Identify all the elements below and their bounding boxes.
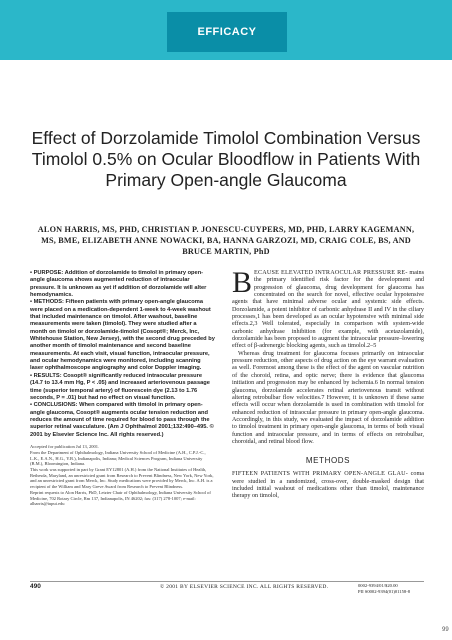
right-column bbox=[232, 266, 424, 501]
author-list: ALON HARRIS, MS, PHD, CHRISTIAN P. JONESCU-CUYPERS, MD, PHD, LARRY KAGEMANN, MS, BME, ELIZABETH ANNE NOWACKI, BA, HANNA GARZOZI, MD, CRAIG COLE, BS, AND BRUCE MARTIN, PhD bbox=[37, 225, 415, 256]
footnote-reprints: Reprint requests to Alon Harris, PhD, Letzter Chair of Ophthalmology, Indiana University School of Medicine, 702 Rotary Circle, Rm 137, Indianapolis, IN 46202; fax: (317) 278-1007; e-mail: alharris@iupui.edu bbox=[30, 490, 211, 507]
abstract-results: • RESULTS: Cosopt® significantly reduced intraocular pressure (14.7 to 13.4 mm Hg, P < .05) and increased arteriovenous passage time (superior temporal artery) of fluorescein dye (2.13 to 1.76 seconds, P = .01) but had no effect on visual function. bbox=[30, 372, 210, 401]
intro-paragraph: BECAUSE ELEVATED INTRAOCULAR PRESSURE RE- mains the primary identified risk factor for the development and progression of glaucoma, drug development for glaucoma has concentrated on the search for novel, effective ocular hypotensive agents that have minimal adverse ocular and systemic side effects. Dorzolamide, a potent inhibitor of carbonic anhydrase II and IV in the ciliary processes,1 has been developed as an ocular hypotensive with minimal side effects.2,3 Well tolerated, especially in comparison with system-wide carbonic anhydrase inhibition (for example, with acetazolamide), dorzolamide has been proposed to augment the intraocular pressure–lowering effect of β-adrenergic blocking agents, such as timolol.2–5 bbox=[232, 266, 424, 350]
corner-number: 99 bbox=[442, 627, 449, 633]
body-paragraph-2: Whereas drug treatment for glaucoma focuses primarily on intraocular pressure reduction, other aspects of drug action on the eye warrant evaluation as well. Foremost among these is the effect of the agent on vascular nutrition of the choroid, retina, and optic nerve; there is evidence that glaucoma initiation and progression may be enhanced by ischemia.6 In normal tension glaucoma, dorzolamide accelerates retinal arteriovenous transit without altering retrobulbar flow velocities.7 However, it is unknown if these same effects will occur when dorzolamide is used in combination with timolol for enhanced reduction of intraocular pressure in primary open-angle glaucoma. Accordingly, in this study, we evaluated the impact of dorzolamide addition to timolol treatment in primary open-angle glaucoma, in terms of both visual function and intraocular pressure, and in terms of effects on retrobulbar, choroidal, and retinal blood flow. bbox=[232, 350, 424, 445]
left-column bbox=[30, 270, 215, 507]
footnotes bbox=[30, 444, 215, 507]
section-label: EFFICACY bbox=[167, 12, 287, 52]
article-identifiers bbox=[358, 583, 410, 594]
footnote-funding: This work was supported in part by Grant EY12801 (A.H.) from the National Institutes of Health, Bethesda, Maryland, an unrestricted grant from Research to Prevent Blindness, New York, New York, and an unrestricted grant from Merck, Inc. Study medications were provided by Merck, Inc. A.H. is a recipient of the William and Mary Greve Award from Research to Prevent Blindness. bbox=[30, 467, 214, 490]
methods-heading: METHODS bbox=[305, 456, 351, 466]
pii: PII S0002-9394(01)01158-8 bbox=[358, 588, 411, 594]
issn: 0002-9394/01/$20.00 bbox=[358, 583, 398, 588]
drop-cap: B bbox=[232, 266, 253, 299]
footer-rule bbox=[30, 581, 424, 582]
page-number: 490 bbox=[30, 583, 41, 590]
footnote-affiliation: From the Department of Ophthalmology, Indiana University School of Medicine (A.H., C.P.J.-C., L.K., E.A.N., H.G., Y.B.), Indianapolis, Indiana; Medical Sciences Program, Indiana University (B.M.), Bloomington, Indiana. bbox=[30, 450, 206, 467]
methods-paragraph: FIFTEEN PATIENTS WITH PRIMARY OPEN-ANGLE GLAU- coma were studied in a randomized, cross-over, double-masked design that included initial washout of medications other than timolol, maintenance therapy on timolol, bbox=[232, 471, 424, 500]
abstract-methods: • METHODS: Fifteen patients with primary open-angle glaucoma were placed on a medication-dependent 1-week to 4-week washout that included maintenance on timolol. After washout, baseline measurements were taken (timolol). They were studied after a month on timolol or dorzolamide-timolol (Cosopt®; Merck, Inc, Whitehouse Station, New Jersey), with the second drug preceded by another month of timolol maintenance and second baseline measurements. At each visit, visual function, intraocular pressure, and ocular hemodynamics were monitored, including scanning laser ophthalmoscope angiography and color Doppler imaging. bbox=[30, 299, 215, 372]
footnote-accepted: Accepted for publication Jul 13, 2001. bbox=[30, 443, 100, 449]
abstract bbox=[30, 270, 215, 439]
abstract-purpose: • PURPOSE: Addition of dorzolamide to timolol in primary open-angle glaucoma shows augmented reduction of intraocular pressure. It is unknown as yet if addition of dorzolamide will alter hemodynamics. bbox=[30, 270, 207, 299]
abstract-conclusions: • CONCLUSIONS: When compared with timolol in primary open-angle glaucoma, Cosopt® augments ocular tension reduction and reduces the amount of time required for blood to pass through the superior retinal vasculature. (Am J Ophthalmol 2001;132:490–495. © 2001 by Elsevier Science Inc. All rights reserved.) bbox=[30, 402, 214, 438]
copyright-line: © 2001 BY ELSEVIER SCIENCE INC. ALL RIGHTS RESERVED. bbox=[160, 584, 329, 590]
article-title: Effect of Dorzolamide Timolol Combination Versus Timolol 0.5% on Ocular Bloodflow in Patients With Primary Open-angle Glaucoma bbox=[31, 128, 421, 190]
